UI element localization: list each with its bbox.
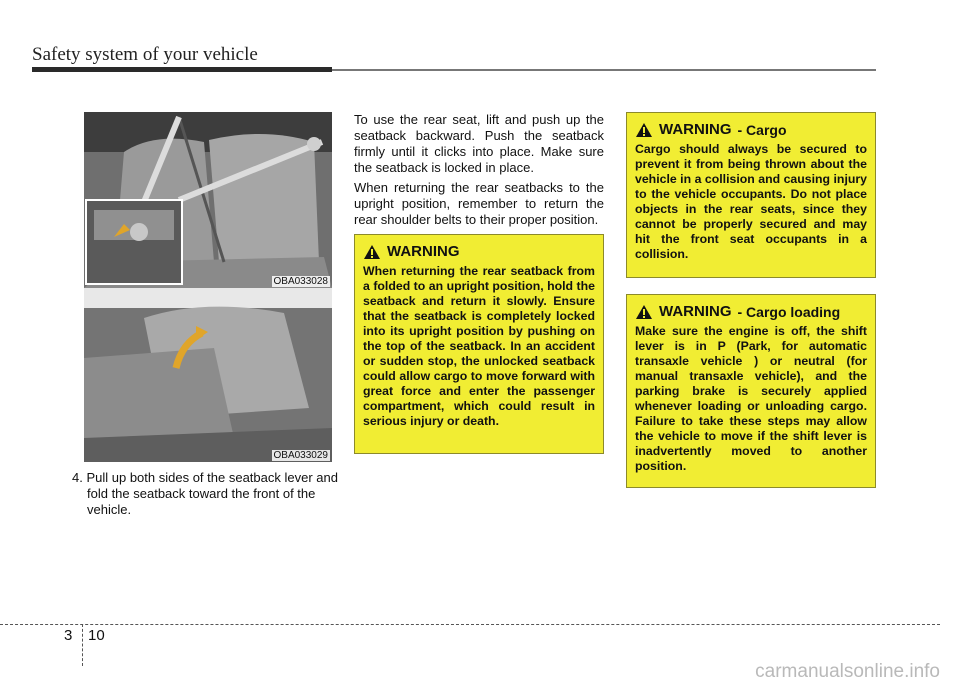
- chapter-number: 3: [64, 627, 73, 644]
- rear-seat-upright-illustration: [84, 112, 332, 288]
- warning-body: When returning the rear seatback from a folded to an upright position, hold the seatback and return it slowly. Ensure that the seatback is completely locked into its upright position by pushing on the top of the seatback. In an accident or sudden stop, the unlocked seatback could allow cargo to move forward with great force and enter the passenger compartment, which could result in serious injury or death.: [363, 264, 595, 428]
- rear-seat-folded-illustration: [84, 288, 332, 462]
- step-text: Pull up both sides of the seatback lever and fold the seatback toward the front of the vehicle.: [86, 470, 338, 517]
- warning-body: Cargo should always be secured to prevent it from being thrown about the vehicle in a collision and causing injury to the vehicle occupants. Do not place objects in the rear seats, since they cannot be properly secured and may hit the front seat occupants in a collision.: [635, 142, 867, 261]
- figure-code: OBA033029: [273, 450, 328, 461]
- figure-rear-seat-upright: [84, 112, 332, 288]
- warning-subtitle: - Cargo: [737, 121, 787, 138]
- warning-title: WARNING: [387, 243, 460, 260]
- warning-title: WARNING: [659, 121, 732, 138]
- warning-triangle-icon: [635, 122, 653, 138]
- warning-box-seatback: [354, 234, 604, 454]
- body-paragraph-2: When returning the rear seatbacks to the upright position, remember to return the rear shoulder belts to their proper position.: [354, 180, 604, 227]
- body-paragraph-1: To use the rear seat, lift and push up the seatback backward. Push the seatback firmly until it clicks into place. Make sure the seatback is locked in place.: [354, 112, 604, 175]
- watermark: carmanualsonline.info: [755, 661, 940, 682]
- warning-triangle-icon: [635, 304, 653, 320]
- footer-divider: [0, 624, 940, 625]
- warning-subtitle: - Cargo loading: [737, 303, 841, 320]
- warning-title: WARNING: [659, 303, 732, 320]
- warning-box-cargo-loading: [626, 294, 876, 488]
- warning-box-cargo: [626, 112, 876, 278]
- warning-body: Make sure the engine is off, the shift lever is in P (Park, for automatic transaxle vehicle ) or neutral (for manual transaxle vehicle), and the parking brake is securely applied whenever loading or unloading cargo. Failure to take these steps may allow the vehicle to move if the shift lever is inadvertently moved to another position.: [635, 324, 867, 473]
- figure-rear-seat-folded: [84, 288, 332, 462]
- page-number: 10: [88, 627, 105, 644]
- instruction-step-4: [72, 470, 340, 518]
- footer-vertical-divider: [82, 624, 83, 666]
- figure-code: OBA033028: [273, 276, 328, 287]
- header-rule-dark: [32, 67, 332, 72]
- warning-header: [635, 121, 867, 138]
- page-header-title: Safety system of your vehicle: [32, 44, 258, 65]
- warning-triangle-icon: [363, 244, 381, 260]
- header-rule-light: [332, 69, 876, 71]
- step-number: 4.: [72, 470, 83, 485]
- warning-header: [363, 243, 595, 260]
- warning-header: [635, 303, 867, 320]
